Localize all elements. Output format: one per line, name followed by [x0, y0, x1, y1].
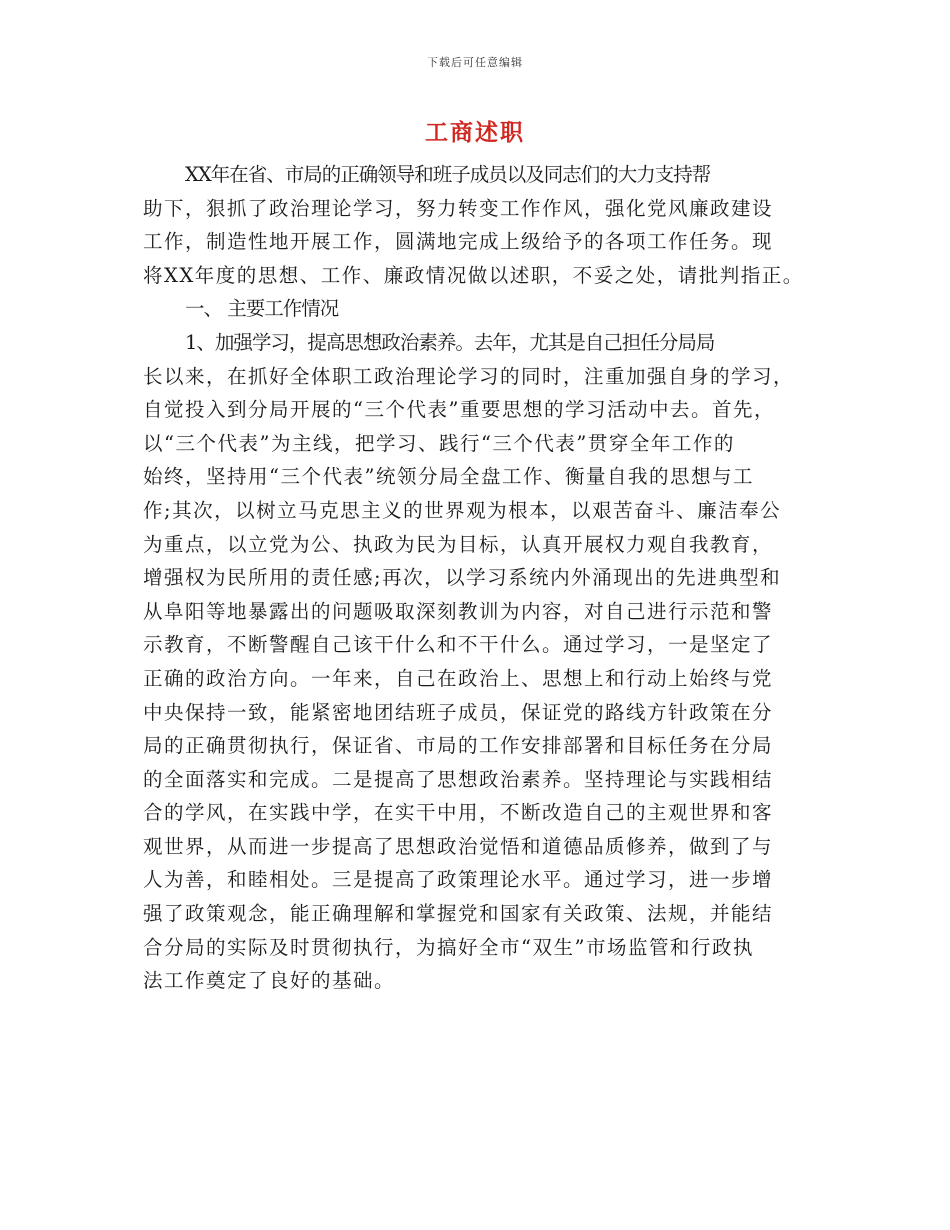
body-line: 局的正确贯彻执行，保证省、市局的工作安排部署和目标任务在分局 [143, 734, 774, 758]
body-line: 从阜阳等地暴露出的问题吸取深刻教训为内容，对自己进行示范和警 [143, 599, 774, 623]
document-title: 工商述职 [425, 120, 525, 146]
body-line: 合分局的实际及时贯彻执行，为搞好全市“双生”市场监管和行政执 [143, 935, 754, 959]
body-line: 合的学风，在实践中学，在实干中用，不断改造自己的主观世界和客 [143, 801, 774, 825]
body-line: 作;其次，以树立马克思主义的世界观为根本，以艰苦奋斗、廉洁奉公 [143, 498, 782, 522]
body-line: 示教育，不断警醒自己该干什么和不干什么。通过学习，一是坚定了 [143, 633, 774, 657]
body-line: 增强权为民所用的责任感;再次，以学习系统内外涌现出的先进典型和 [143, 566, 782, 590]
body-line: 强了政策观念，能正确理解和掌握党和国家有关政策、法规，并能结 [143, 902, 774, 926]
body-line: 的全面落实和完成。二是提高了思想政治素养。坚持理论与实践相结 [143, 767, 774, 791]
body-line: 正确的政治方向。一年来，自己在政治上、思想上和行动上始终与党 [143, 666, 774, 690]
body-line: 自觉投入到分局开展的“三个代表”重要思想的学习活动中去。首先， [143, 398, 775, 422]
body-line: XX年在省、市局的正确领导和班子成员以及同志们的大力支持帮 [185, 163, 711, 186]
body-line: 1、加强学习，提高思想政治素养。去年，尤其是自己担任分局局 [185, 330, 715, 354]
header-note: 下载后可任意编辑 [427, 56, 523, 69]
body-line: 长以来，在抓好全体职工政治理论学习的同时，注重加强自身的学习， [143, 364, 795, 388]
document-body [143, 158, 815, 998]
body-line: 将XX年度的思想、工作、廉政情况做以述职，不妥之处，请批判指正。 [143, 263, 804, 287]
body-line: 为重点，以立党为公、执政为民为目标，认真开展权力观自我教育， [143, 532, 774, 556]
body-line: 始终，坚持用“三个代表”统领分局全盘工作、衡量自我的思想与工 [143, 465, 754, 489]
body-line: 助下，狠抓了政治理论学习，努力转变工作作风，强化党风廉政建设 [143, 196, 774, 220]
body-line: 中央保持一致，能紧密地团结班子成员，保证党的路线方针政策在分 [143, 700, 774, 724]
body-line: 法工作奠定了良好的基础。 [143, 969, 396, 993]
body-line: 观世界，从而进一步提高了思想政治觉悟和道德品质修养，做到了与 [143, 834, 774, 858]
body-line: 一、 主要工作情况 [185, 297, 339, 321]
body-line: 以“三个代表”为主线，把学习、践行“三个代表”贯穿全年工作的 [143, 431, 735, 455]
body-line: 人为善，和睦相处。三是提高了政策理论水平。通过学习，进一步增 [143, 868, 774, 892]
body-line: 工作，制造性地开展工作，圆满地完成上级给予的各项工作任务。现 [143, 230, 774, 254]
